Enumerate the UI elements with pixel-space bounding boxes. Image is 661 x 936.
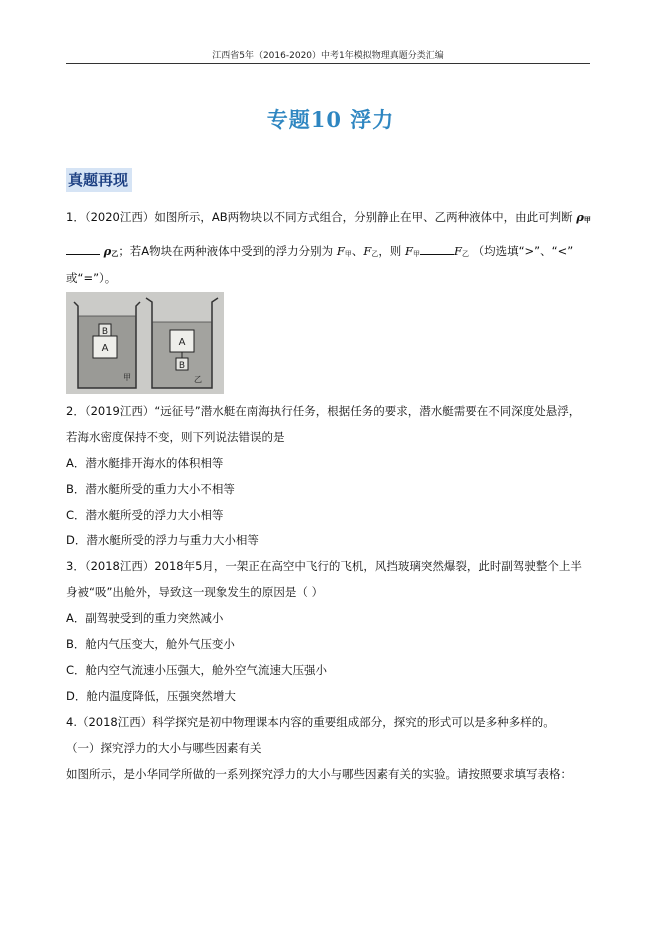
q3-option-c: C．舱内空气流速小压强大，舱外空气流速大压强小 (66, 663, 328, 677)
q1-line2-c: （均选填“>”、“<” (472, 244, 574, 258)
beaker-jia-label: 甲 (123, 373, 131, 382)
f-jia-symbol: F甲 (336, 244, 352, 258)
q2-stem-1: 2．（2019江西）“远征号”潜水艇在南海执行任务，根据任务的要求，潜水艇需要在不同深度处悬浮， (66, 404, 581, 418)
rho-jia-symbol: ρ甲 (576, 210, 591, 224)
q2-stem-2: 若海水密度保持不变，则下列说法错误的是 (66, 430, 285, 444)
beaker-yi-label: 乙 (194, 375, 202, 384)
q4-subheading: （一）探究浮力的大小与哪些因素有关 (66, 741, 262, 755)
q3-stem-1: 3．（2018江西）2018年5月，一架正在高空中飞行的飞机，风挡玻璃突然爆裂，此时副驾驶整个上半 (66, 559, 582, 573)
q1-line2 (66, 243, 573, 259)
q1-figure (66, 292, 224, 394)
q4-description: 如图所示，是小华同学所做的一系列探究浮力的大小与哪些因素有关的实验。请按照要求填写表格： (66, 767, 572, 781)
f-yi2-symbol: F乙 (453, 244, 469, 258)
right-label-b: B (178, 361, 186, 371)
q1-line1 (66, 209, 591, 225)
left-label-a: A (101, 343, 109, 354)
rho-yi-symbol: ρ乙 (103, 244, 119, 258)
q2-option-a: A．潜水艇排开海水的体积相等 (66, 456, 224, 470)
q3-stem-2: 身被“吸”出舱外，导致这一现象发生的原因是（ ） (66, 585, 324, 599)
left-label-b: B (101, 327, 109, 337)
q2-option-b: B．潜水艇所受的重力大小不相等 (66, 482, 235, 496)
header-rule (66, 63, 590, 64)
page-header: 江西省5年（2016-2020）中考1年模拟物理真题分类汇编 (212, 51, 444, 61)
f-sep: 、 (351, 244, 364, 258)
q3-option-b: B．舱内气压变大，舱外气压变小 (66, 637, 235, 651)
q1-line2-b: ，则 (378, 244, 402, 258)
page-title: 专题10 浮力 (266, 107, 395, 132)
q2-option-d: D．潜水艇所受的浮力与重力大小相等 (66, 533, 259, 547)
q1-line3: 或“=”）。 (66, 271, 117, 285)
f-jia2-symbol: F甲 (404, 244, 420, 258)
q2-option-c: C．潜水艇所受的浮力大小相等 (66, 508, 224, 522)
section-heading: 真题再现 (66, 168, 132, 192)
q1-line2-a: ；若A物块在两种液体中受到的浮力分别为 (118, 244, 334, 258)
q3-option-d: D．舱内温度降低，压强突然增大 (66, 689, 236, 703)
beakers-illustration (66, 292, 224, 394)
q3-option-a: A．副驾驶受到的重力突然减小 (66, 611, 224, 625)
answer-blank-1[interactable] (66, 245, 100, 255)
right-label-a: A (178, 337, 186, 348)
answer-blank-2[interactable] (420, 245, 454, 255)
q4-stem: 4.（2018江西）科学探究是初中物理课本内容的重要组成部分，探究的形式可以是多种多样的。 (66, 715, 555, 729)
f-yi-symbol: F乙 (363, 244, 379, 258)
q1-stem: 1．（2020江西）如图所示，AB两物块以不同方式组合，分别静止在甲、乙两种液体中，由此可判断 (66, 210, 573, 224)
